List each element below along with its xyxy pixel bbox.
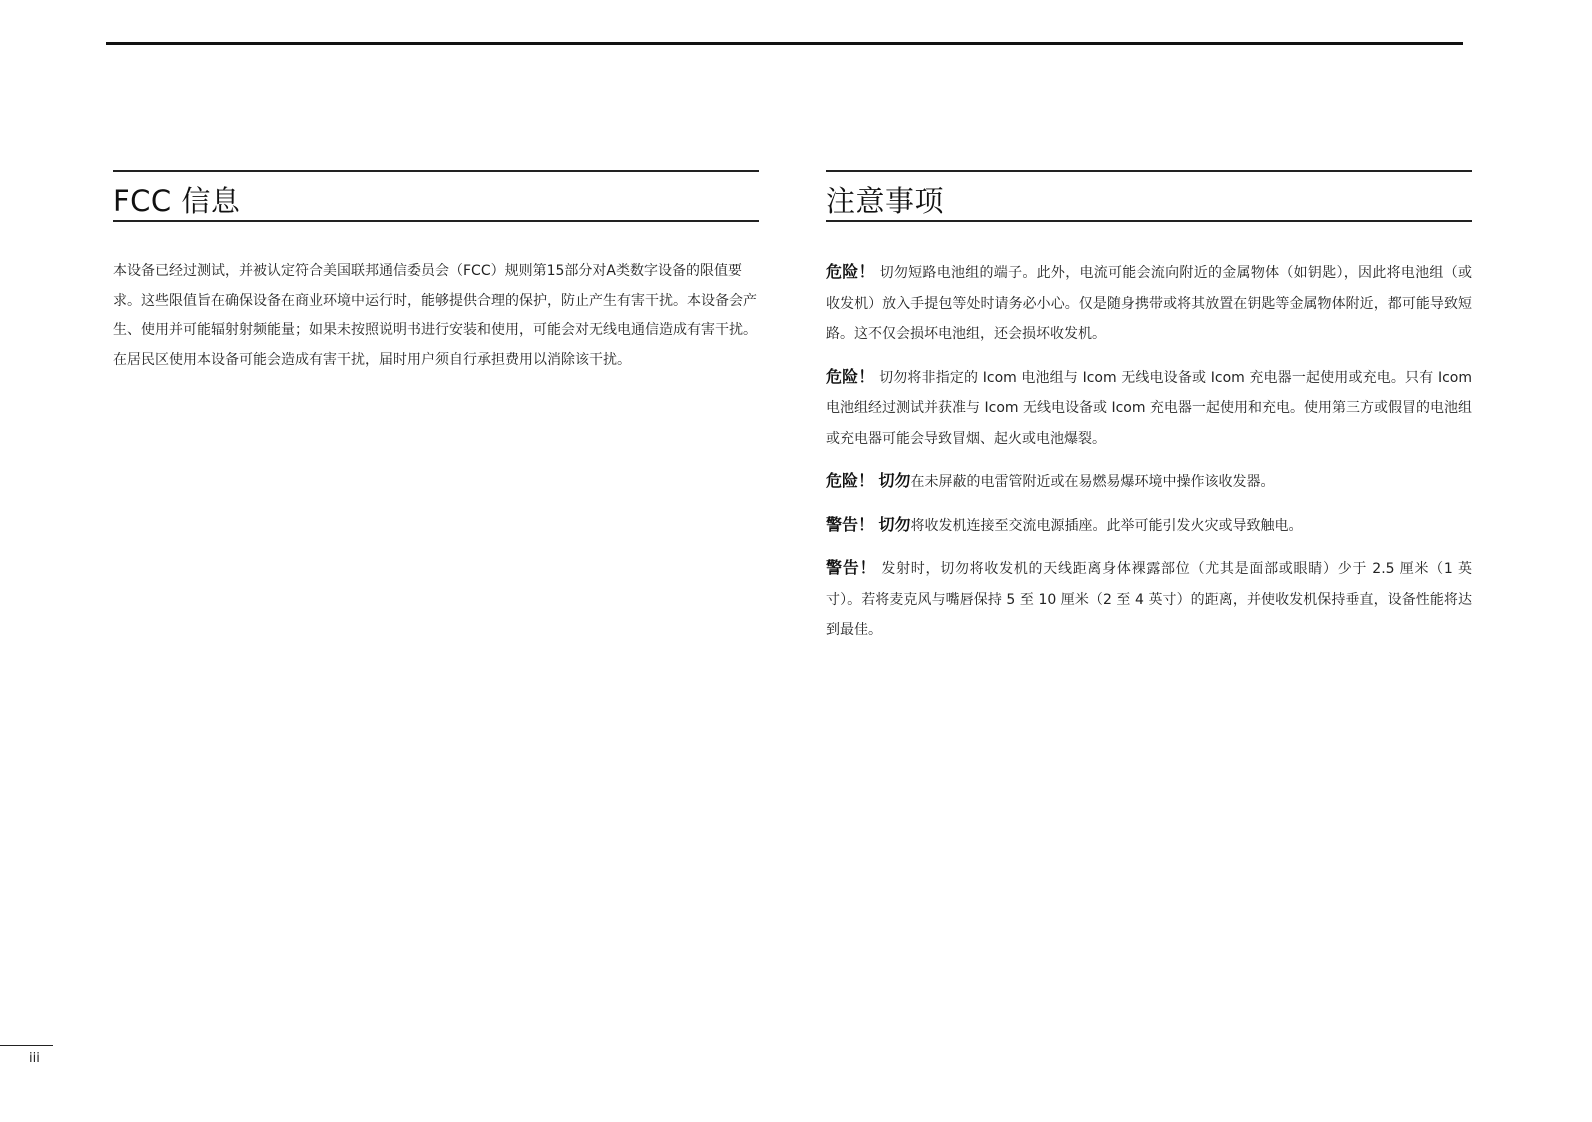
- precaution-text: 发射时，切勿将收发机的天线距离身体裸露部位（尤其是面部或眼睛）少于 2.5 厘米（1 英寸）。若将麦克风与嘴唇保持 5 至 10 厘米（2 至 4 英寸）的距离，并使收发机保持垂直，设备性能将达到最佳。: [826, 561, 1472, 638]
- danger-label: 危险！: [826, 366, 875, 386]
- precaution-item: [826, 553, 1472, 646]
- warning-label: 警告！: [826, 558, 877, 577]
- fcc-top-rule: [113, 170, 759, 172]
- precaution-text: 切勿短路电池组的端子。此外，电流可能会流向附近的金属物体（如钥匙），因此将电池组（或收发机）放入手提包等处时请务必小心。仅是随身携带或将其放置在钥匙等金属物体附近，都可能导致短路。这不仅会损坏电池组，还会损坏收发机。: [826, 265, 1472, 342]
- fcc-paragraph: 在居民区使用本设备可能会造成有害干扰，届时用户须自行承担费用以消除该干扰。: [113, 351, 631, 368]
- precaution-item: [826, 466, 1472, 498]
- precaution-text: 在未屏蔽的电雷管附近或在易燃易爆环境中操作该收发器。: [910, 474, 1275, 490]
- precautions-top-rule: [826, 170, 1472, 172]
- fcc-body: [113, 257, 759, 375]
- precaution-text: 将收发机连接至交流电源插座。此举可能引发火灾或导致触电。: [910, 517, 1303, 534]
- precaution-text: 切勿将非指定的 Icom 电池组与 Icom 无线电设备或 Icom 充电器一起使用或充电。只有 Icom 电池组经过测试并获准与 Icom 无线电设备或 Icom 充电器一起使用和充电。使用第三方或假冒的电池组或充电器可能会导致冒烟、起火或电池爆裂。: [826, 369, 1472, 447]
- precautions-heading-underline: [826, 220, 1472, 222]
- fcc-section: [113, 170, 759, 375]
- precautions-section: [826, 170, 1472, 658]
- fcc-heading: FCC 信息: [113, 184, 241, 218]
- fcc-paragraph: 本设备已经过测试，并被认定符合美国联邦通信委员会（FCC）规则第15部分对A类数字设备的限值要求。这些限值旨在确保设备在商业环境中运行时，能够提供合理的保护，防止产生有害干扰。本设备会产生、使用并可能辐射射频能量；如果未按照说明书进行安装和使用，可能会对无线电通信造成有害干扰。: [113, 263, 757, 338]
- precaution-emphasis: 切勿: [878, 514, 911, 534]
- precaution-emphasis: 切勿: [878, 471, 911, 490]
- precaution-item: [826, 510, 1472, 542]
- danger-label: 危险！: [826, 262, 875, 281]
- precautions-heading: 注意事项: [826, 184, 945, 218]
- page-number: iii: [29, 1051, 40, 1066]
- fcc-heading-underline: [113, 220, 759, 222]
- warning-label: 警告！: [826, 514, 875, 534]
- footer-rule: [0, 1045, 53, 1046]
- precaution-item: [826, 362, 1472, 455]
- precaution-item: [826, 257, 1472, 350]
- header-rule: [106, 42, 1463, 45]
- precautions-list: [826, 257, 1472, 646]
- danger-label: 危险！: [826, 471, 875, 490]
